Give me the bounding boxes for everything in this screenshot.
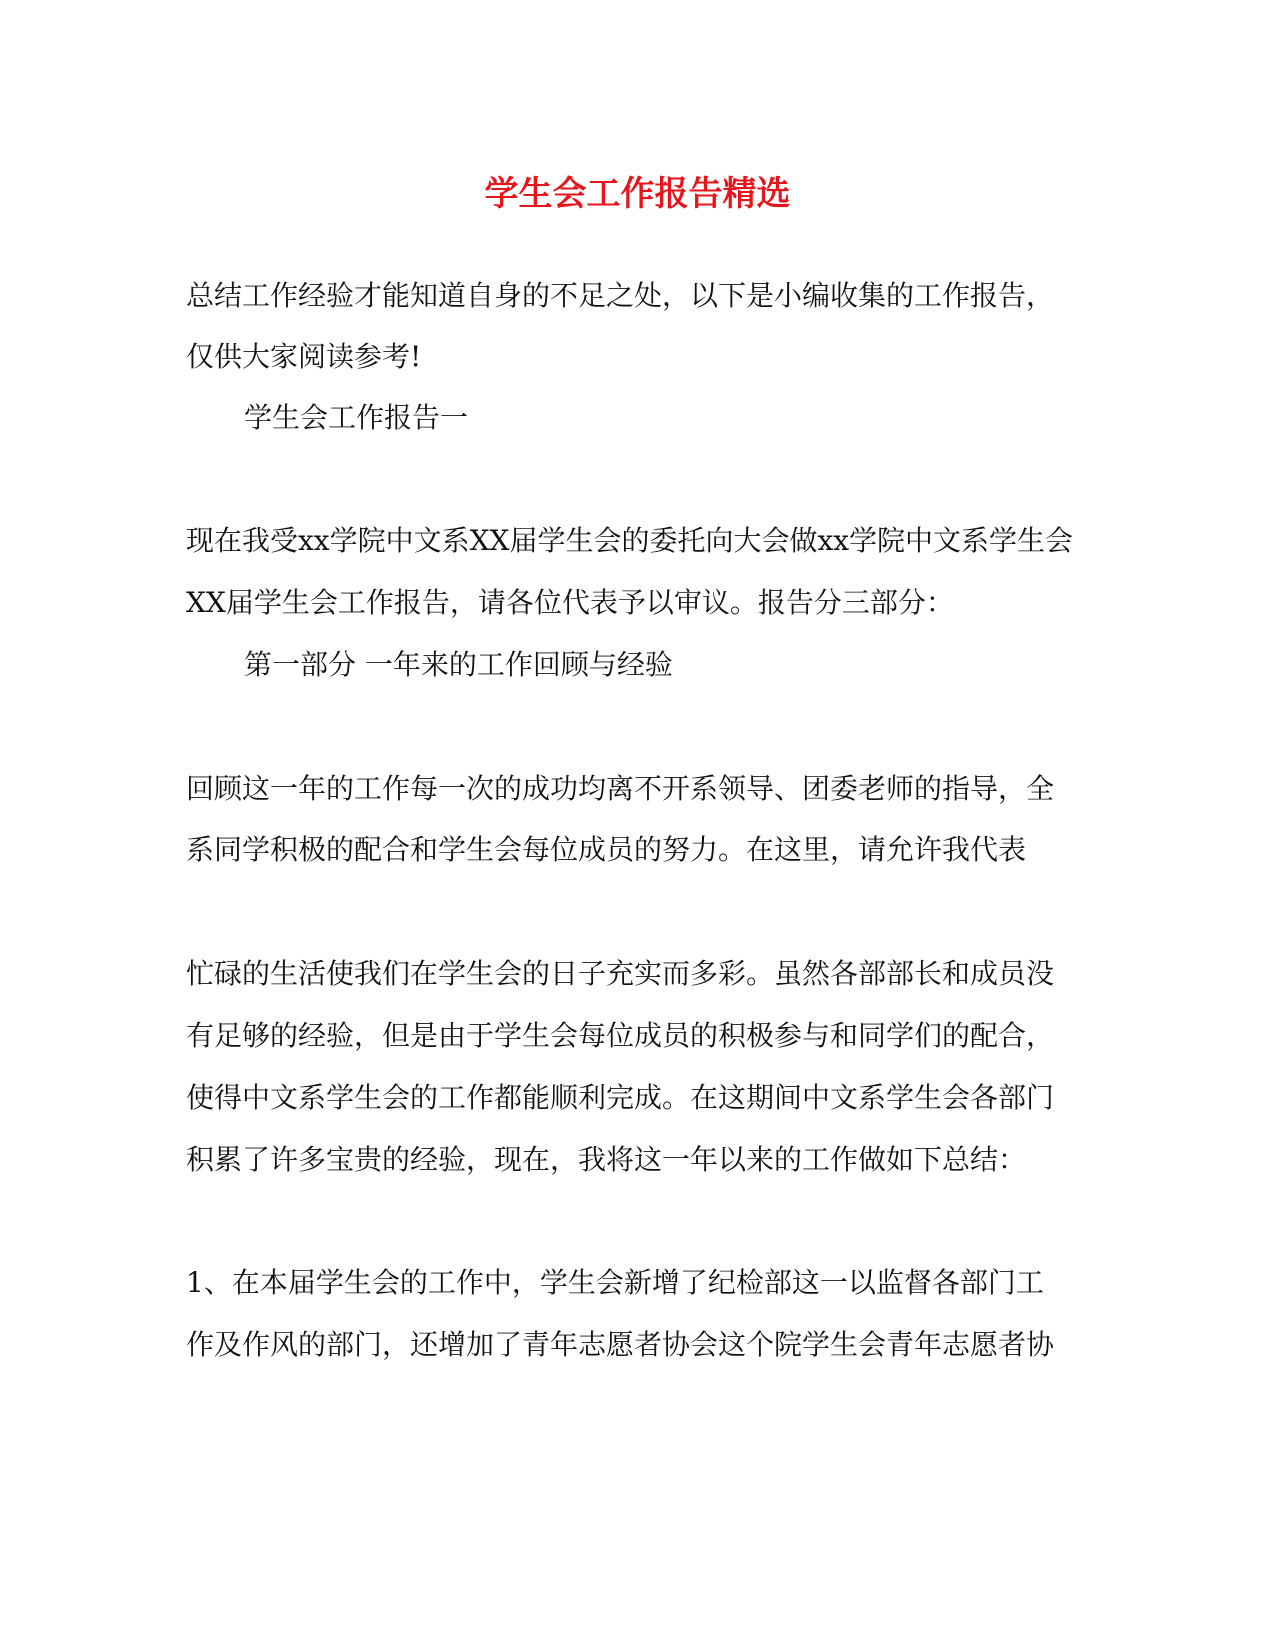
paragraph-line: 忙碌的生活使我们在学生会的日子充实而多彩。虽然各部部长和成员没: [186, 957, 1055, 990]
paragraph-line: 回顾这一年的工作每一次的成功均离不开系领导、团委老师的指导，全: [186, 772, 1055, 805]
paragraph-line: 总结工作经验才能知道自身的不足之处，以下是小编收集的工作报告，: [186, 279, 1055, 312]
paragraph-line: 系同学积极的配合和学生会每位成员的努力。在这里，请允许我代表: [186, 833, 1027, 866]
paragraph-line: 使得中文系学生会的工作都能顺利完成。在这期间中文系学生会各部门: [186, 1081, 1055, 1114]
paragraph-line: 1、在本届学生会的工作中，学生会新增了纪检部这一以监督各部门工: [186, 1266, 1044, 1299]
document-title: 学生会工作报告精选: [484, 174, 791, 214]
paragraph-line: 现在我受xx学院中文系XX届学生会的委托向大会做xx学院中文系学生会: [186, 524, 1074, 557]
paragraph-line: 仅供大家阅读参考!: [186, 340, 422, 373]
paragraph-line: 作及作风的部门，还增加了青年志愿者协会这个院学生会青年志愿者协: [186, 1328, 1055, 1361]
section-heading: 学生会工作报告一: [244, 401, 469, 434]
paragraph-line: XX届学生会工作报告，请各位代表予以审议。报告分三部分：: [186, 586, 954, 619]
section-heading: 第一部分 一年来的工作回顾与经验: [244, 648, 673, 681]
paragraph-line: 积累了许多宝贵的经验，现在，我将这一年以来的工作做如下总结：: [186, 1143, 1027, 1176]
paragraph-line: 有足够的经验，但是由于学生会每位成员的积极参与和同学们的配合，: [186, 1019, 1055, 1052]
